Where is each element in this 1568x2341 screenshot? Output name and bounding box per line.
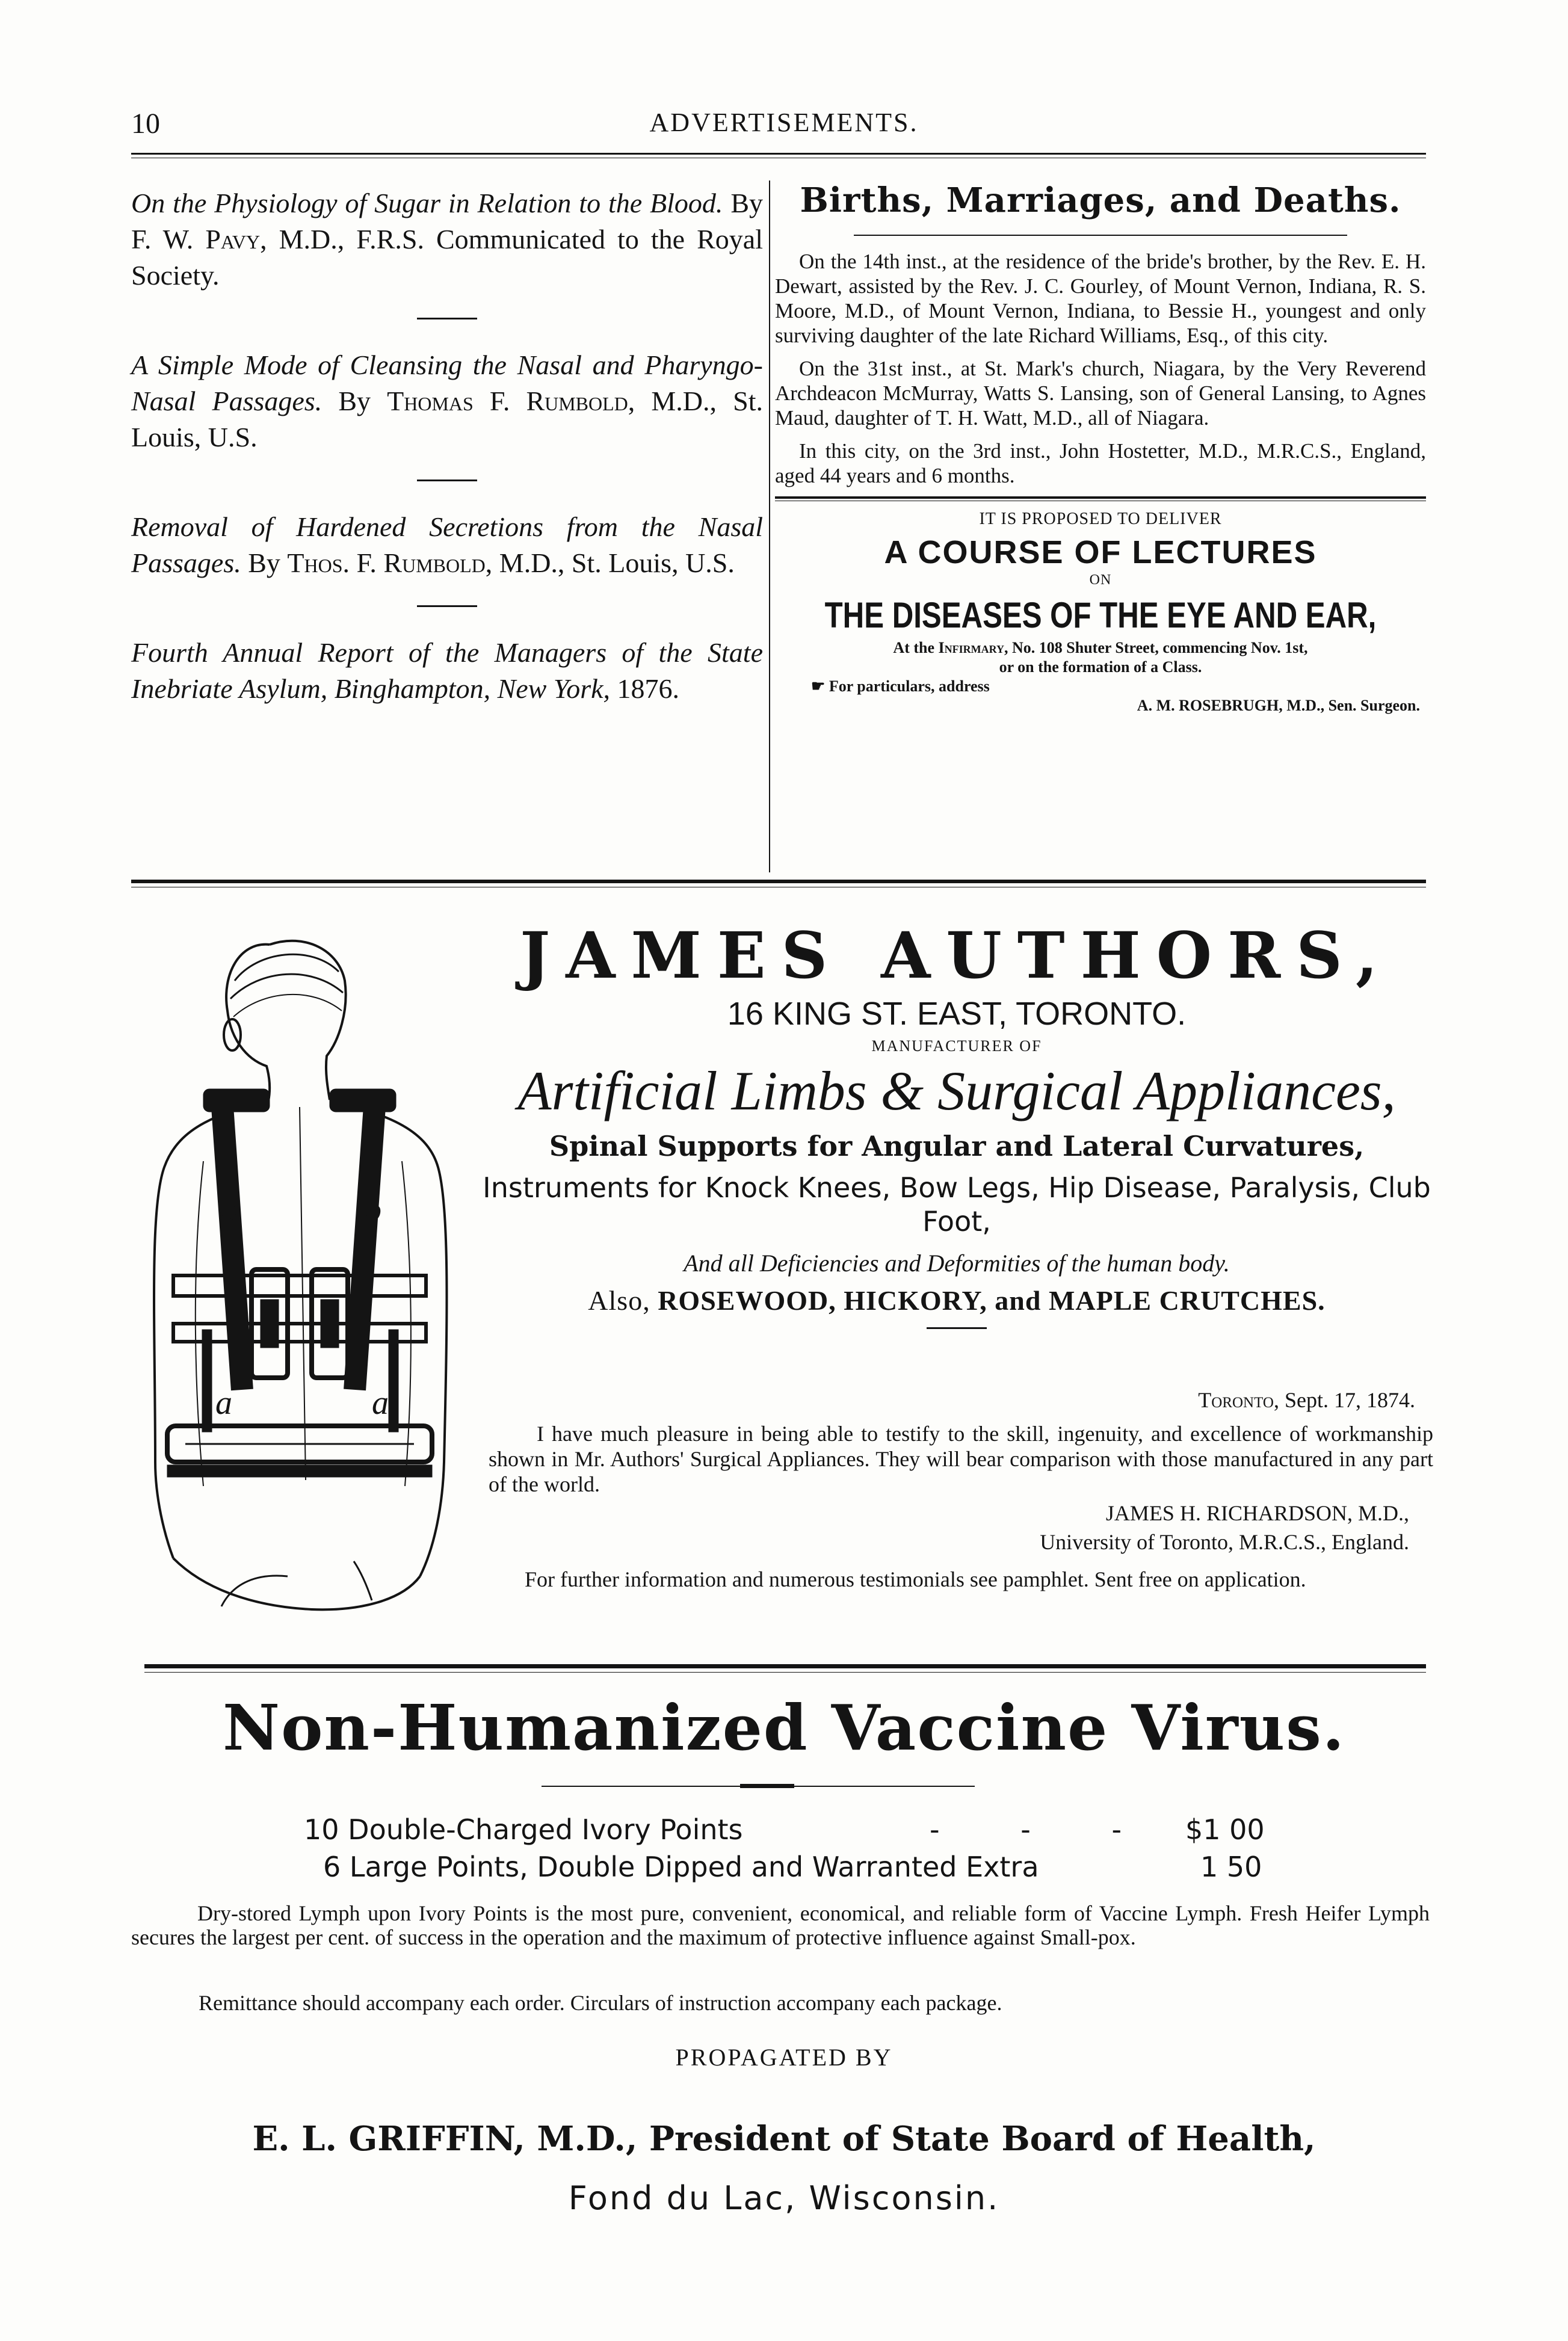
notice-nasal-cleansing: A Simple Mode of Cleansing the Nasal and Pharyngo-Nasal Passages. By Thomas F. Rumbold, M.D., St. Louis, U.S. (131, 350, 764, 452)
testimonial-text: I have much pleasure in being able to testify to the skill, ingenuity, and excellence of workmanship shown in Mr. Authors' Surgical Appliances. They will bear comparison with those manufactured in any part of the world. (489, 1422, 1433, 1496)
course-proposed: IT IS PROPOSED TO DELIVER (979, 510, 1222, 528)
testimonial-date: Toronto, Sept. 17, 1874. (1198, 1388, 1415, 1412)
authors-spinal-supports: Spinal Supports for Angular and Lateral Curvatures, (549, 1130, 1365, 1162)
notice-physiology-sugar: On the Physiology of Sugar in Relation to the Blood. By F. W. Pavy, M.D., F.R.S. Communicated to the Royal Society. (131, 188, 763, 291)
vaccine-price-list (304, 1811, 1297, 1886)
authors-instruments: Instruments for Knock Knees, Bow Legs, Hip Disease, Paralysis, Club Foot, (483, 1171, 1431, 1238)
course-location-line2: or on the formation of a Class. (999, 658, 1202, 676)
right-column (775, 180, 1426, 715)
price-item-value: $1 00 (1185, 1813, 1265, 1846)
authors-advertisement (475, 919, 1438, 1337)
bmd-rule (854, 235, 1347, 236)
figure-label-a-left: a (215, 1384, 232, 1422)
figure-label-b-right: b (365, 1192, 381, 1229)
lecture-course-notice (775, 510, 1426, 715)
spinal-brace-figure (131, 908, 468, 1624)
section-rule-bottom-thin (144, 1672, 1426, 1673)
vaccine-description: Dry-stored Lymph upon Ivory Points is the most pure, convenient, economical, and reliable form of Vaccine Lymph. Fresh Heifer Lymph secures the largest per cent. of success in the operation and the maximum of protective influence against Small-pox. (131, 1901, 1430, 1949)
publication-notices (131, 185, 763, 707)
page-section-title: ADVERTISEMENTS. (649, 108, 919, 137)
course-on: ON (1089, 572, 1112, 588)
authors-crutches: Also, ROSEWOOD, HICKORY, and MAPLE CRUTCHES. (588, 1285, 1326, 1316)
authors-separator (927, 1327, 987, 1329)
column-divider (769, 180, 770, 872)
vaccine-propagator: E. L. GRIFFIN, M.D., President of State Board of Health, (252, 2119, 1316, 2159)
price-row (304, 1848, 1297, 1886)
testimonial-affiliation: University of Toronto, M.R.C.S., England. (1040, 1530, 1409, 1554)
bmd-entry-death-hostetter: In this city, on the 3rd inst., John Hostetter, M.D., M.R.C.S., England, aged 44 years and 6 months. (775, 439, 1426, 487)
brace-straps-icon (167, 1089, 432, 1477)
vaccine-location: Fond du Lac, Wisconsin. (568, 2179, 1000, 2217)
testimonial-signature: JAMES H. RICHARDSON, M.D., (1105, 1501, 1409, 1525)
notice-separator (417, 605, 477, 607)
authors-product: Artificial Limbs & Surgical Appliances, (517, 1060, 1396, 1121)
course-contact: A. M. ROSEBRUGH, M.D., Sen. Surgeon. (1137, 697, 1420, 714)
vaccine-remittance: Remittance should accompany each order. Circulars of instruction accompany each package. (199, 1991, 1002, 2015)
course-subject: THE DISEASES OF THE EYE AND EAR, (824, 595, 1377, 635)
figure-label-b-left: b (220, 1192, 237, 1229)
section-rule-bottom (144, 1664, 1426, 1668)
header-rule (131, 153, 1426, 155)
section-rule-top (131, 880, 1426, 883)
bmd-entry-marriage-lansing: On the 31st inst., at St. Mark's church, Niagara, by the Very Reverend Archdeacon McMurray, Watts S. Lansing, son of General Lansing, to Agnes Maud, daughter of T. H. Watt, M.D., all of Niagara. (775, 357, 1426, 430)
course-particulars: ☛ For particulars, address (811, 677, 990, 695)
authors-address: 16 KING ST. EAST, TORONTO. (727, 996, 1187, 1032)
authors-manufacturer-label: MANUFACTURER OF (871, 1037, 1042, 1055)
bmd-entry-marriage-moore: On the 14th inst., at the residence of the bride's brother, by the Rev. E. H. Dewart, assisted by the Rev. J. C. Gourley, of Mount Vernon, Indiana, R. S. Moore, M.D., of Mount Vernon, Indiana, to Bessie H., youngest and only surviving daughter of the late Richard Williams, Esq., of this city. (775, 250, 1426, 347)
vaccine-title: Non-Humanized Vaccine Virus. (223, 1691, 1345, 1765)
course-location: At the Infirmary, No. 108 Shuter Street, commencing Nov. 1st, (893, 639, 1308, 656)
price-item-leader: - - - (930, 1813, 1158, 1846)
price-row (304, 1811, 1297, 1848)
notice-inebriate-asylum: Fourth Annual Report of the Managers of the State Inebriate Asylum, Binghampton, New York, 1876. (131, 637, 763, 704)
vaccine-propagated-by: PROPAGATED BY (675, 2044, 893, 2071)
price-item-label: 10 Double-Charged Ivory Points (304, 1813, 743, 1846)
page-number: 10 (131, 108, 160, 140)
bmd-heading: Births, Marriages, and Deaths. (800, 180, 1401, 220)
bmd-bottom-rule (775, 496, 1426, 499)
authors-testimonial (489, 1387, 1433, 1592)
course-title: A COURSE OF LECTURES (884, 534, 1317, 570)
vaccine-title-rule-center (740, 1784, 794, 1788)
authors-further-information: For further information and numerous testimonials see pamphlet. Sent free on application. (525, 1567, 1306, 1591)
price-item-value: 1 50 (1200, 1851, 1262, 1883)
notice-separator (417, 318, 477, 319)
authors-name: JAMES AUTHORS, (520, 918, 1394, 993)
notice-hardened-secretions: Removal of Hardened Secretions from the Nasal Passages. By Thos. F. Rumbold, M.D., St. Louis, U.S. (131, 511, 763, 578)
figure-label-a-right: a (372, 1384, 389, 1422)
price-item-label: 6 Large Points, Double Dipped and Warranted Extra (323, 1851, 1039, 1883)
notice-separator (417, 480, 477, 481)
pointing-hand-icon: ☛ (811, 677, 826, 695)
authors-deficiencies: And all Deficiencies and Deformities of the human body. (684, 1250, 1230, 1277)
